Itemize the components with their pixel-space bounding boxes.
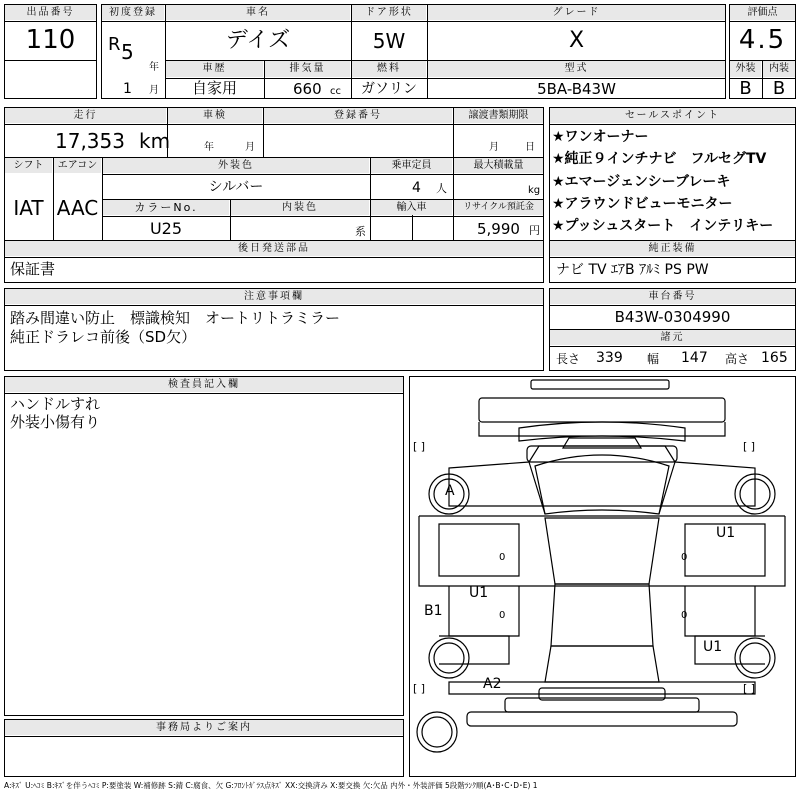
shift-label: シフト [5,158,52,173]
import-label: 輸入車 [371,200,452,215]
load-label: 最大積載量 [454,158,543,173]
reg-no-label: 登録番号 [264,108,452,123]
lot-number: 110 [25,25,76,55]
damage-mark: U1 [469,585,489,601]
exterior-grade: B [739,78,752,99]
ext-color-label: 外装色 [103,158,369,173]
sales-point-item: ★純正９インチナビ フルセグTV [552,151,767,167]
reg-year: 5 [121,40,134,64]
inspection-month-unit: 月 [245,142,255,153]
sales-point-item: ★ワンオーナー [552,129,649,145]
ac-label: エアコン [54,158,101,173]
damage-mark: A [445,483,455,499]
recycle-unit: 円 [529,224,540,237]
load-unit: kg [528,185,541,196]
capacity-label: 乗車定員 [371,158,452,173]
later-parts-label: 後日発送部品 [5,241,543,256]
damage-mark: U1 [716,525,736,541]
damage-mark: U1 [703,639,723,655]
recycle-label: リサイクル預託金 [454,200,543,215]
fuel-label: 燃料 [352,61,426,77]
displacement-unit: cc [330,86,341,97]
capacity-unit: 人 [436,182,447,195]
width: 147 [681,350,708,366]
damage-mark: A2 [483,676,502,692]
bracket-mark: [ ] [413,682,426,695]
history: 自家用 [191,79,237,97]
equip-label: 純正装備 [550,241,795,256]
month-unit: 月 [149,85,159,96]
score: 4.5 [738,25,787,55]
legend: A:ｷｽﾞ U:ﾍｺﾐ B:ｷｽﾞを伴うﾍｺﾐ P:要塗装 W:補修跡 S:錆 C:腐食、欠 G:ﾌﾛﾝﾄｶﾞﾗｽ点ｷｽﾞ XX:交換済み X:要交換 欠:欠品 内外・外装評価 5段階ﾗﾝｸ順(A･B･C･D･E) 1 [4,781,538,790]
car-name-label: 車名 [166,5,350,20]
first-reg-label: 初度登録 [102,5,164,20]
zero-mark: 0 [499,552,506,563]
dims-label: 諸元 [550,330,795,345]
grade: X [568,28,585,53]
mileage-label: 走行 [5,108,166,123]
grade-label: グレード [428,5,725,20]
door: 5W [372,29,406,53]
notes-line: 踏み間違い防止 標識検知 オートリトラミラー [10,309,341,327]
length: 339 [596,350,623,366]
inspection-year-unit: 年 [204,142,214,153]
score-label: 評価点 [730,5,795,20]
reg-month: 1 [123,81,132,97]
era: R [108,34,121,55]
capacity: 4 [412,180,421,196]
zero-mark: 0 [681,610,688,621]
exterior-label: 外装 [730,61,761,77]
zero-mark: 0 [681,552,688,563]
ac: AAC [56,196,99,220]
sales-point-item: ★アラウンドビューモニター [552,196,733,212]
inspection-label: 車検 [168,108,262,123]
length-label: 長さ [556,352,581,366]
year-unit: 年 [149,62,159,73]
interior-label: 内装 [763,61,795,77]
height-label: 高さ [725,352,750,366]
transfer-label: 譲渡書類期限 [454,108,543,123]
int-color-unit: 系 [355,225,366,238]
inspector-line: ハンドルすれ [10,395,101,413]
door-label: ドア形状 [352,5,426,20]
car-name: デイズ [225,28,291,53]
ext-color: シルバー [208,179,264,195]
height: 165 [761,350,788,366]
chassis-number: B43W-0304990 [614,308,731,326]
transfer-day-unit: 日 [525,142,535,153]
interior-grade: B [772,78,786,99]
bracket-mark: [ ] [743,440,756,453]
chassis-label: 車台番号 [550,289,795,304]
fuel: ガソリン [361,81,417,97]
lot-label: 出品番号 [5,5,96,20]
inspector-label: 検査員記入欄 [5,377,403,392]
bracket-mark: [ ] [743,682,756,695]
transfer-month-unit: 月 [489,142,499,153]
damage-mark: B1 [424,603,443,619]
recycle: 5,990 [477,220,520,238]
shift: IAT [13,196,44,220]
displacement: 660 [293,80,322,98]
mileage-unit: km [139,129,171,153]
bracket-mark: [ ] [413,440,426,453]
width-label: 幅 [647,352,660,366]
color-no-label: カラーNo. [103,200,229,215]
car-diagram [409,376,796,777]
sales-point-item: ★プッシュスタート インテリキー [552,218,774,234]
history-label: 車歴 [166,61,263,77]
color-no: U25 [149,219,183,238]
model-label: 型式 [428,61,725,77]
office-label: 事務局よりご案内 [5,720,403,735]
inspector-line: 外装小傷有り [10,413,101,431]
model: 5BA-B43W [537,80,616,98]
mileage: 17,353 [55,129,125,153]
equip: ナビ TV ｴｱB ｱﾙﾐ PS PW [556,262,709,278]
int-color-label: 内装色 [231,200,369,215]
sales-points-label: セールスポイント [550,108,795,123]
sales-point-item: ★エマージェンシーブレーキ [552,174,731,190]
notes-label: 注意事項欄 [5,289,543,304]
notes-line: 純正ドラレコ前後（SD欠） [10,328,197,346]
displacement-label: 排気量 [265,61,350,77]
later-parts: 保証書 [10,260,56,278]
zero-mark: 0 [499,610,506,621]
